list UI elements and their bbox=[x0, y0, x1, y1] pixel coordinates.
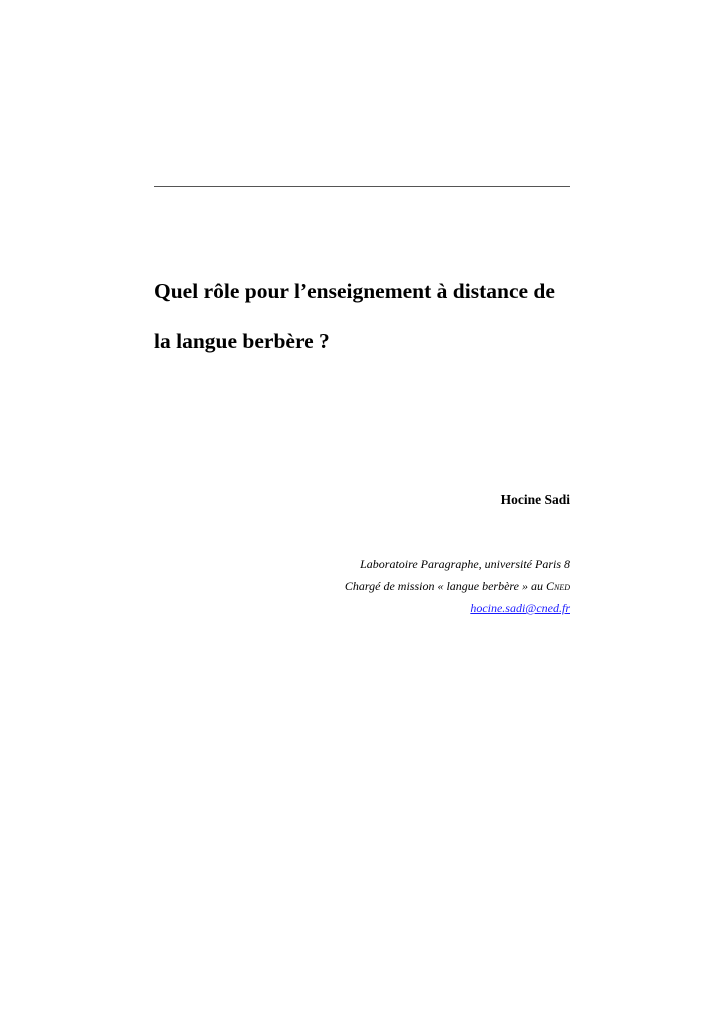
affiliation-mission bbox=[345, 575, 570, 597]
author-affiliation bbox=[345, 553, 570, 619]
affiliation-mission-text: Chargé de mission « langue berbère » au bbox=[344, 579, 546, 593]
author-name: Hocine Sadi bbox=[500, 492, 570, 507]
paper-title-line-2: la langue berbère ? bbox=[154, 329, 330, 353]
author-email-link[interactable]: hocine.sadi@cned.fr bbox=[470, 601, 570, 615]
affiliation-organization: Cned bbox=[545, 579, 570, 593]
paper-title bbox=[154, 266, 584, 366]
paper-title-line-1: Quel rôle pour l’enseignement à distance de bbox=[154, 279, 555, 303]
affiliation-lab: Laboratoire Paragraphe, université Paris 8 bbox=[360, 557, 570, 571]
affiliation-email-row bbox=[345, 597, 570, 619]
top-rule bbox=[154, 186, 570, 187]
